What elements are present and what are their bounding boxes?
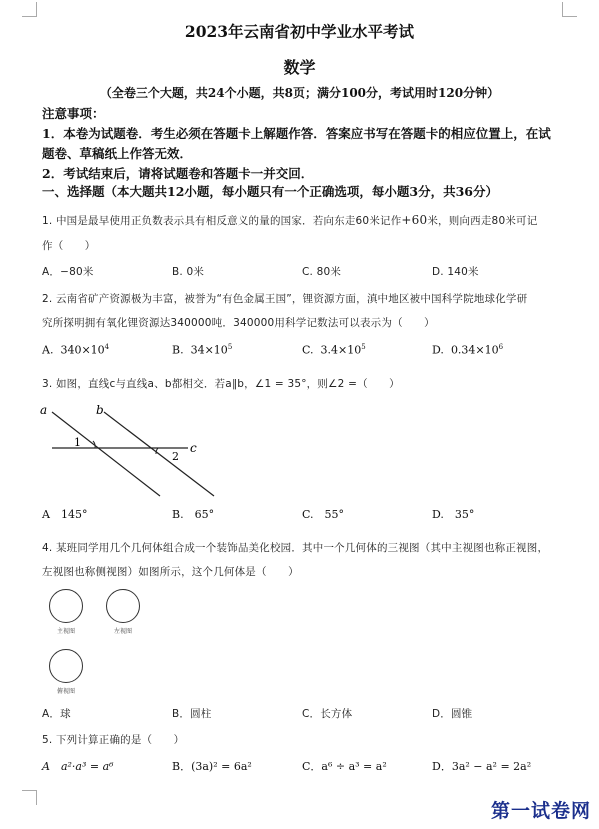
section-1-heading: 一、选择题（本大题共12小题，每小题只有一个正确选项，每小题3分，共36分） bbox=[42, 184, 498, 199]
q4-option-c[interactable]: C．长方体 bbox=[302, 708, 353, 720]
q2-option-c[interactable]: C. $3.4\times 10^5$ bbox=[302, 343, 366, 357]
q5-option-b[interactable]: B．(3a)² = 6a² bbox=[172, 760, 252, 773]
exam-info: （全卷三个大题，共24个小题，共8页；满分100分，考试用时120分钟） bbox=[99, 86, 500, 100]
subject-title: 数学 bbox=[283, 58, 316, 77]
corner-mark-bottom-left bbox=[22, 790, 37, 805]
line-b bbox=[104, 412, 214, 496]
line-a bbox=[52, 412, 160, 496]
question-2-line-2: 究所探明拥有氧化锂资源达340000吨．340000用科学记数法可以表示为（ ） bbox=[42, 317, 435, 329]
question-4-line-2: 左视图也称侧视图）如图所示，这个几何体是（ ） bbox=[42, 566, 299, 578]
exam-title: 2023年云南省初中学业水平考试 bbox=[184, 22, 415, 41]
note-1-line-1: 1．本卷为试题卷．考生必须在答题卡上解题作答．答案应书写在答题卡的相应位置上，在试 bbox=[42, 126, 551, 141]
q1-option-c[interactable]: C. 80米 bbox=[302, 266, 342, 278]
q3-option-b[interactable]: B. 65° bbox=[172, 508, 215, 521]
q2-option-a[interactable]: A. $340\times 10^4$ bbox=[42, 343, 110, 357]
q1-option-a[interactable]: A．−80米 bbox=[42, 266, 94, 278]
q5-option-a[interactable]: A a²·a³ = a⁶ bbox=[42, 760, 114, 773]
q5-option-d[interactable]: D．3a² − a² = 2a² bbox=[432, 760, 532, 773]
question-5-text: 5. 下列计算正确的是（ ） bbox=[42, 734, 185, 746]
corner-mark-top-right bbox=[562, 2, 577, 17]
label-a: a bbox=[40, 403, 48, 417]
question-1-line-2: 作（ ） bbox=[42, 240, 96, 252]
front-view-caption: 主视图 bbox=[56, 628, 75, 635]
question-2-line-1: 2. 云南省矿产资源极为丰富，被誉为“有色金属王国”，锂资源方面，滇中地区被中国科学院地球化学研 bbox=[42, 293, 528, 305]
q3-option-d[interactable]: D. 35° bbox=[432, 508, 475, 521]
label-angle-1: 1 bbox=[74, 436, 81, 449]
q2-option-b[interactable]: B. $34\times 10^5$ bbox=[172, 343, 233, 357]
note-2: 2．考试结束后，请将试题卷和答题卡一并交回． bbox=[42, 166, 314, 181]
q3-option-c[interactable]: C. 55° bbox=[302, 508, 345, 521]
notes-heading: 注意事项： bbox=[42, 106, 105, 121]
front-view-circle bbox=[49, 589, 83, 623]
side-view-caption: 左视图 bbox=[113, 628, 132, 635]
question-3-text: 3. 如图，直线c与直线a、b都相交．若a∥b，∠1 = 35°，则∠2 =（ ） bbox=[42, 378, 400, 390]
q4-option-a[interactable]: A．球 bbox=[42, 708, 71, 720]
label-angle-2: 2 bbox=[172, 450, 179, 463]
q1-option-d[interactable]: D. 140米 bbox=[432, 266, 479, 278]
note-1-line-2: 题卷、草稿纸上作答无效． bbox=[42, 146, 193, 161]
question-1-line-1: 1. 中国是最早使用正负数表示具有相反意义的量的国家．若向东走60米记作+60米，则向西走80米可记 bbox=[42, 213, 538, 227]
top-view-circle bbox=[49, 649, 83, 683]
top-view-caption: 俯视图 bbox=[56, 688, 75, 695]
q3-option-a[interactable]: A 145° bbox=[42, 508, 88, 521]
question-4-line-1: 4. 某班同学用几个几何体组合成一个装饰品美化校园．其中一个几何体的三视图（其中主视图也称正视图， bbox=[42, 542, 549, 554]
q4-option-b[interactable]: B．圆柱 bbox=[172, 708, 212, 720]
q1-option-b[interactable]: B. 0米 bbox=[172, 266, 205, 278]
q4-option-d[interactable]: D．圆锥 bbox=[432, 708, 473, 720]
q5-option-c[interactable]: C．a⁶ ÷ a³ = a² bbox=[302, 760, 387, 773]
q3-figure bbox=[38, 400, 218, 500]
side-view-circle bbox=[106, 589, 140, 623]
q2-option-d[interactable]: D. $0.34\times 10^6$ bbox=[432, 343, 504, 357]
label-b: b bbox=[96, 403, 104, 417]
corner-mark-top-left bbox=[22, 2, 37, 17]
label-c: c bbox=[190, 441, 197, 455]
watermark-logo: 第一试卷网 bbox=[490, 800, 591, 822]
